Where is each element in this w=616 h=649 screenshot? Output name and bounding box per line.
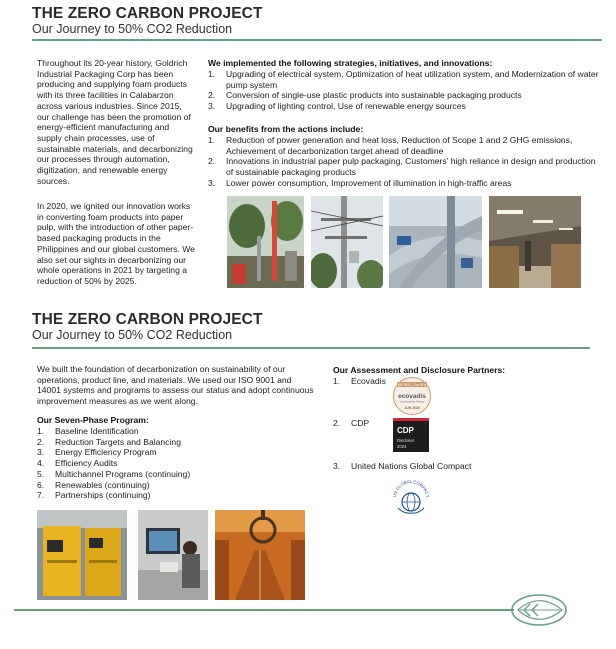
svg-text:ecovadis: ecovadis <box>398 393 426 400</box>
list-item: 3. Upgrading of lighting control, Use of renewable energy sources <box>208 101 466 112</box>
list-item: 4. Efficiency Audits <box>37 458 118 469</box>
photo-pipe-system <box>389 196 482 288</box>
section1-intro-p1: Throughout its 20-year history, Goldrich Industrial Packaging Corp has been producing and supplying foam products with its three facilities in Calabarzon across various industries. Since 2015, our challenge has been the promotion of energy-efficient manufacturing and supply chain processes, use of sustainable materials, and decarbonizing our processes through automation, digitization, and renewable energy sources. <box>37 58 193 186</box>
strategies-heading: We implemented the following strategies, initiatives, and innovations: <box>208 58 493 68</box>
benefits-list <box>208 135 600 189</box>
list-item: 3. Energy Efficiency Program <box>37 447 157 458</box>
program-list <box>37 426 297 501</box>
section2-subtitle: Our Journey to 50% CO2 Reduction <box>32 328 233 342</box>
photo-control-station <box>138 510 208 600</box>
list-item: 1. Ecovadis <box>333 376 386 386</box>
partners-heading: Our Assessment and Disclosure Partners: <box>333 365 506 375</box>
list-item: 2. Conversion of single-use plastic products into sustainable packaging products <box>208 90 522 101</box>
svg-text:UN GLOBAL COMPACT: UN GLOBAL COMPACT <box>391 478 431 498</box>
un-global-compact-logo <box>390 476 432 516</box>
photo-compressor <box>37 510 127 600</box>
list-item: 1. Baseline Identification <box>37 426 139 436</box>
cdp-logo <box>393 418 429 452</box>
photo-warehouse-lighting <box>489 196 581 288</box>
photo-production-line <box>215 510 305 600</box>
partners-list-1 <box>333 376 533 387</box>
photo-electrical-install <box>227 196 304 288</box>
section1-rule <box>32 39 602 41</box>
svg-text:2024: 2024 <box>397 444 407 449</box>
svg-text:CDP: CDP <box>397 426 414 435</box>
ecovadis-logo <box>393 377 431 415</box>
list-item: 1. Reduction of power generation and heat loss, Reduction of Scope 1 and 2 GHG emissions, Achievement of decarbonization target ahead of deadline <box>208 135 573 156</box>
section2-rule <box>32 347 590 349</box>
list-item: 5. Multichannel Programs (continuing) <box>37 468 191 479</box>
list-item: 7. Partnerships (continuing) <box>37 490 151 501</box>
list-item: 6. Renewables (continuing) <box>37 479 150 490</box>
section1-title: THE ZERO CARBON PROJECT <box>32 5 263 22</box>
svg-text:Discloser: Discloser <box>397 438 415 443</box>
section2-title: THE ZERO CARBON PROJECT <box>32 311 263 328</box>
photo-power-pole <box>311 196 383 288</box>
list-item: 2. CDP <box>333 418 370 428</box>
benefits-heading: Our benefits from the actions include: <box>208 124 364 134</box>
partners-list-2 <box>333 418 533 429</box>
svg-text:JUN 2025: JUN 2025 <box>404 406 420 410</box>
list-item: 2. Reduction Targets and Balancing <box>37 436 181 447</box>
strategies-list <box>208 69 600 112</box>
svg-text:BRONZE | Top 50%: BRONZE | Top 50% <box>397 383 427 387</box>
section1-subtitle: Our Journey to 50% CO2 Reduction <box>32 22 233 36</box>
list-item: 3. United Nations Global Compact <box>333 461 472 471</box>
svg-text:Sustainability Rating: Sustainability Rating <box>400 400 424 404</box>
program-heading: Our Seven-Phase Program: <box>37 415 149 425</box>
leaf-logo-icon <box>510 593 568 627</box>
list-item: 2. Innovations in industrial paper pulp packaging, Customers' high reliance in design and production of sustainable packaging products <box>208 156 596 178</box>
footer-rule <box>14 609 514 611</box>
section2-intro: We built the foundation of decarbonization on sustainability of our operations, product line, and materials. We used our ISO 9001 and 14001 systems and programs to assess our status and adopt continuous improvement measures as we went along. <box>37 364 314 407</box>
partners-list-3 <box>333 461 553 472</box>
list-item: 3. Lower power consumption, Improvement of illumination in high-traffic areas <box>208 177 512 188</box>
section1-intro-p2: In 2020, we ignited our innovation works in converting foam products into paper pulp, with the introduction of other paper-based packaging products in the Philippines and our global customers. We also set our sights in decarbonizing our whole operations in 2021 by targeting a reduction of 50% by 2025. <box>37 201 195 286</box>
list-item: 1. Upgrading of electrical system, Optimization of heat utilization system, and Modernization of water pump system <box>208 69 599 90</box>
